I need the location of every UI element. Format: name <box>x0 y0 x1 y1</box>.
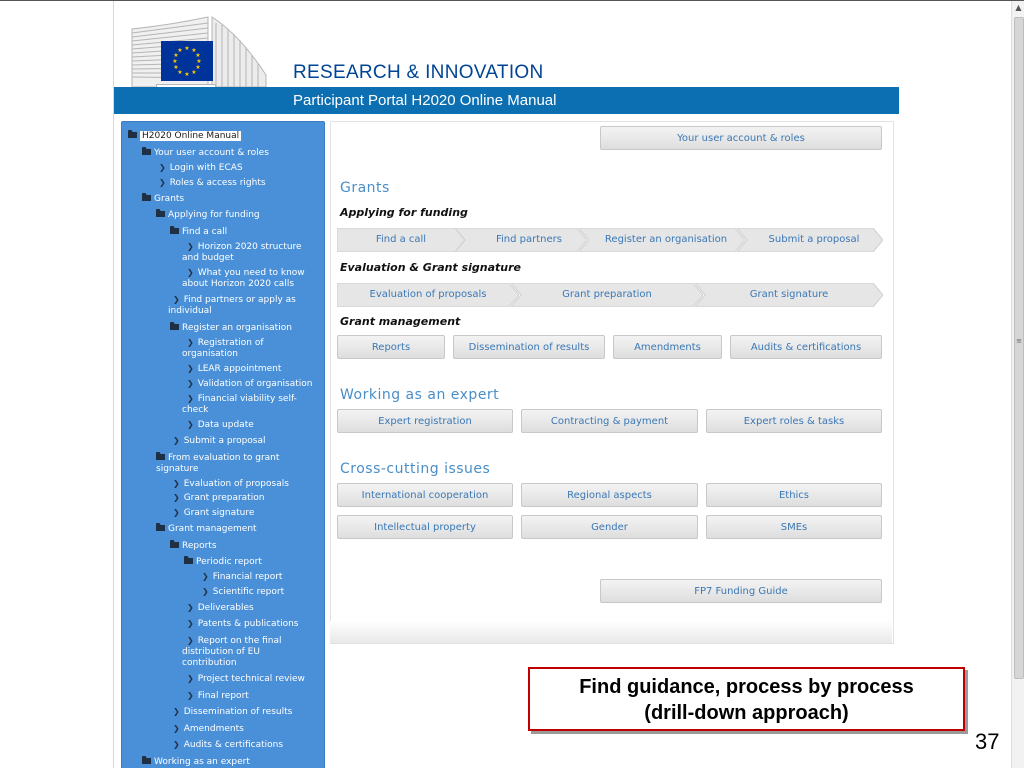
svg-text:★: ★ <box>191 69 197 76</box>
tree-item-audits[interactable]: ❯ Audits & certifications <box>173 740 284 750</box>
tree-item-applying-funding[interactable]: Applying for funding <box>156 209 260 221</box>
chevron-right-icon: ❯ <box>173 295 180 304</box>
chevron-right-icon: ❯ <box>159 163 166 172</box>
chevron-right-icon: ❯ <box>187 268 194 277</box>
tree-item-h2020-structure[interactable]: ❯ Horizon 2020 structure and budget <box>182 242 302 263</box>
tree-item-data-update[interactable]: ❯ Data update <box>187 420 254 430</box>
folder-open-icon <box>156 523 165 531</box>
folder-open-icon <box>142 756 151 764</box>
chevron-right-icon: ❯ <box>173 740 180 749</box>
grants-heading: Grants <box>340 180 390 196</box>
tree-item-financial-report[interactable]: ❯ Financial report <box>202 572 283 582</box>
chevron-right-icon: ❯ <box>187 379 194 388</box>
amendments-button[interactable]: Amendments <box>613 335 722 359</box>
vertical-scrollbar[interactable] <box>1011 1 1024 768</box>
portal-page <box>113 1 900 768</box>
tree-item-periodic-report[interactable]: Periodic report <box>184 556 262 568</box>
chevron-right-icon: ❯ <box>173 724 180 733</box>
folder-open-icon <box>142 193 151 201</box>
your-user-account-button[interactable]: Your user account & roles <box>600 126 882 150</box>
tree-item-register-organisation[interactable]: Register an organisation <box>170 322 292 334</box>
step-evaluation-proposals[interactable] <box>337 283 519 307</box>
tree-item-grant-management[interactable]: Grant management <box>156 523 257 535</box>
folder-open-icon <box>184 556 193 564</box>
chevron-right-icon: ❯ <box>187 603 194 612</box>
tree-item-find-call[interactable]: Find a call <box>170 226 227 238</box>
step-label: Register an organisation <box>604 234 728 245</box>
tree-item-roles-access[interactable]: ❯ Roles & access rights <box>159 178 266 188</box>
step-label: Submit a proposal <box>768 234 860 245</box>
svg-text:★: ★ <box>191 47 197 54</box>
chevron-right-icon: ❯ <box>159 178 166 187</box>
folder-open-icon <box>142 147 151 155</box>
smes-button[interactable]: SMEs <box>706 515 882 539</box>
folder-open-icon <box>170 226 179 234</box>
tree-item-evaluation-to-grant[interactable]: From evaluation to grant signature <box>156 453 280 474</box>
page-right-margin <box>899 1 1011 768</box>
folder-open-icon <box>156 209 165 217</box>
chevron-right-icon: ❯ <box>187 394 194 403</box>
tree-item-user-account[interactable]: Your user account & roles <box>142 147 269 159</box>
chevron-right-icon: ❯ <box>173 436 180 445</box>
gender-button[interactable]: Gender <box>521 515 698 539</box>
folder-open-icon <box>156 452 165 460</box>
tree-item-find-partners[interactable]: ❯ Find partners or apply as individual <box>168 295 296 316</box>
tree-item-final-report[interactable]: ❯ Final report <box>187 691 249 701</box>
step-find-a-call[interactable] <box>337 228 465 252</box>
tree-item-scientific-report[interactable]: ❯ Scientific report <box>202 587 285 597</box>
main-panel-footer <box>330 621 892 643</box>
tree-item-grants[interactable]: Grants <box>142 193 184 205</box>
tree-item-deliverables[interactable]: ❯ Deliverables <box>187 603 254 613</box>
svg-text:★: ★ <box>196 58 202 65</box>
eu-flag-icon <box>161 41 213 81</box>
tree-item-validation[interactable]: ❯ Validation of organisation <box>187 379 313 389</box>
tree-item-final-distribution[interactable]: ❯ Report on the final distribution of EU contribution <box>182 636 282 668</box>
tree-item-financial-viability[interactable]: ❯ Financial viability self-check <box>182 394 297 415</box>
tree-item-registration-organisation[interactable]: ❯ Registration of organisation <box>182 338 264 359</box>
tree-root[interactable]: H2020 Online Manual <box>128 130 241 142</box>
tree-item-grant-signature[interactable]: ❯ Grant signature <box>173 508 255 518</box>
chevron-right-icon: ❯ <box>187 674 194 683</box>
expert-roles-button[interactable]: Expert roles & tasks <box>706 409 882 433</box>
dissemination-button[interactable]: Dissemination of results <box>453 335 605 359</box>
step-register-organisation[interactable] <box>579 228 745 252</box>
step-find-partners[interactable] <box>455 228 587 252</box>
chevron-right-icon: ❯ <box>187 242 194 251</box>
svg-text:★: ★ <box>184 71 190 78</box>
evaluation-heading: Evaluation & Grant signature <box>340 261 522 274</box>
contracting-payment-button[interactable]: Contracting & payment <box>521 409 698 433</box>
svg-text:★: ★ <box>173 64 179 71</box>
step-submit-proposal[interactable] <box>737 228 883 252</box>
callout-line2: (drill-down approach) <box>644 702 849 724</box>
tree-item-reports[interactable]: Reports <box>170 540 217 552</box>
chevron-right-icon: ❯ <box>187 636 194 645</box>
chevron-right-icon: ❯ <box>187 364 194 373</box>
step-label: Find partners <box>496 234 562 245</box>
step-label: Grant preparation <box>562 289 652 300</box>
applying-heading: Applying for funding <box>340 206 468 219</box>
grant-management-heading: Grant management <box>340 315 461 328</box>
tree-item-amendments[interactable]: ❯ Amendments <box>173 724 244 734</box>
tree-item-evaluation-proposals[interactable]: ❯ Evaluation of proposals <box>173 479 289 489</box>
reports-button[interactable]: Reports <box>337 335 445 359</box>
site-subtitle: Participant Portal H2020 Online Manual <box>293 92 557 109</box>
folder-open-icon <box>170 540 179 548</box>
tree-item-patents[interactable]: ❯ Patents & publications <box>187 619 299 629</box>
site-title: RESEARCH & INNOVATION <box>293 62 544 83</box>
regional-aspects-button[interactable]: Regional aspects <box>521 483 698 507</box>
step-grant-preparation[interactable] <box>511 283 703 307</box>
folder-open-icon <box>128 130 137 138</box>
chevron-right-icon: ❯ <box>173 707 180 716</box>
intellectual-property-button[interactable]: Intellectual property <box>337 515 513 539</box>
fp7-funding-guide-button[interactable]: FP7 Funding Guide <box>600 579 882 603</box>
tree-item-grant-preparation[interactable]: ❯ Grant preparation <box>173 493 265 503</box>
chevron-right-icon: ❯ <box>187 619 194 628</box>
svg-text:★: ★ <box>172 58 178 65</box>
svg-text:★: ★ <box>173 52 179 59</box>
tree-item-technical-review[interactable]: ❯ Project technical review <box>187 674 305 684</box>
svg-text:★: ★ <box>177 47 183 54</box>
expert-registration-button[interactable]: Expert registration <box>337 409 513 433</box>
step-label: Find a call <box>375 234 427 245</box>
chevron-right-icon: ❯ <box>187 691 194 700</box>
chevron-right-icon: ❯ <box>187 420 194 429</box>
callout-box <box>528 667 965 731</box>
tree-item-working-expert[interactable]: Working as an expert <box>142 756 250 768</box>
international-cooperation-button[interactable]: International cooperation <box>337 483 513 507</box>
tree-item-login-ecas[interactable]: ❯ Login with ECAS <box>159 163 243 173</box>
chevron-right-icon: ❯ <box>202 572 209 581</box>
step-label: Evaluation of proposals <box>369 289 487 300</box>
folder-open-icon <box>170 322 179 330</box>
tree-item-dissemination[interactable]: ❯ Dissemination of results <box>173 707 293 717</box>
svg-text:★: ★ <box>195 52 201 59</box>
grip-icon: ≡ <box>1016 337 1022 345</box>
step-label: Grant signature <box>749 289 829 300</box>
audits-button[interactable]: Audits & certifications <box>730 335 882 359</box>
scroll-up-arrow-icon[interactable]: ▲ <box>1015 3 1022 12</box>
tree-item-need-to-know[interactable]: ❯ What you need to know about Horizon 2020 calls <box>182 268 305 289</box>
expert-heading: Working as an expert <box>340 387 500 403</box>
slide-number: 37 <box>975 729 1000 754</box>
callout-line1: Find guidance, process by process <box>579 676 914 698</box>
chevron-right-icon: ❯ <box>202 587 209 596</box>
svg-text:★: ★ <box>177 69 183 76</box>
ethics-button[interactable]: Ethics <box>706 483 882 507</box>
tree-item-lear[interactable]: ❯ LEAR appointment <box>187 364 282 374</box>
tree-item-submit-proposal[interactable]: ❯ Submit a proposal <box>173 436 266 446</box>
scroll-thumb[interactable] <box>1014 17 1024 679</box>
cross-cutting-heading: Cross-cutting issues <box>340 461 491 477</box>
svg-text:★: ★ <box>184 45 190 52</box>
chevron-right-icon: ❯ <box>173 493 180 502</box>
chevron-right-icon: ❯ <box>187 338 194 347</box>
manual-navigation-tree <box>121 121 325 768</box>
step-grant-signature[interactable] <box>695 283 883 307</box>
svg-text:★: ★ <box>195 64 201 71</box>
chevron-right-icon: ❯ <box>173 479 180 488</box>
main-content-panel <box>330 121 894 644</box>
chevron-right-icon: ❯ <box>173 508 180 517</box>
